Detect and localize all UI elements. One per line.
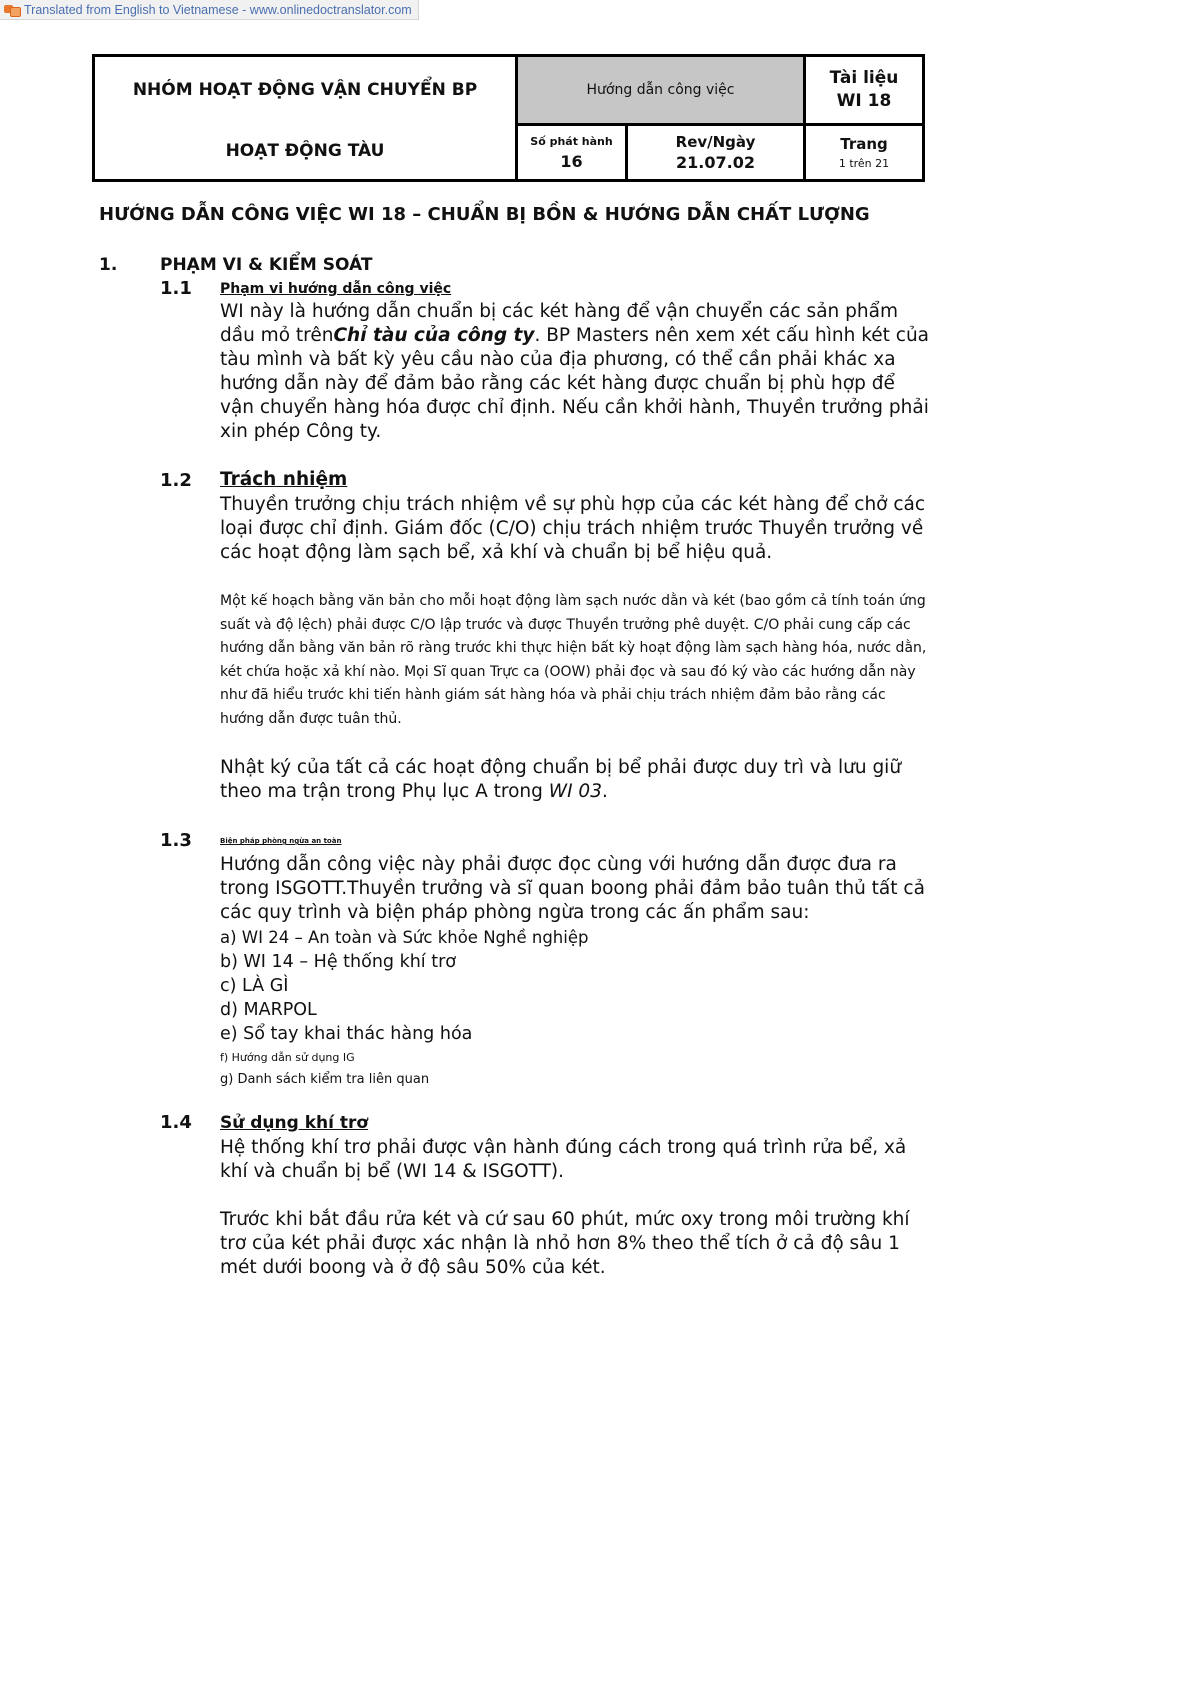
inert-gas-paragraph-1: Hệ thống khí trơ phải được vận hành đúng cách trong quá trình rửa bể, xả khí và chuẩn bị bể (WI 14 & ISGOTT).: [220, 1137, 907, 1182]
list-item: a) WI 24 – An toàn và Sức khỏe Nghề nghiệp: [220, 928, 589, 947]
issue-value: 16: [560, 151, 583, 171]
rev-label: Rev/Ngày: [675, 133, 756, 151]
wi03-reference: WI 03: [548, 781, 602, 802]
subsection-1-2-title: Trách nhiệm: [220, 469, 348, 490]
issue-label: Số phát hành: [530, 134, 613, 148]
responsibility-paragraph-3: Nhật ký của tất cả các hoạt động chuẩn bị bể phải được duy trì và lưu giữ theo ma trận trong Phụ lục A trong WI 03.: [220, 757, 902, 802]
scope-paragraph: WI này là hướng dẫn chuẩn bị các két hàng để vận chuyển các sản phẩm dầu mỏ trênChỉ tàu của công ty. BP Masters nên xem xét cấu hình két của tàu mình và bất kỳ yêu cầu nào của địa phương, có thể cần phải khác xa hướng dẫn này để đảm bảo rằng các két hàng được chuẩn bị phù hợp để vận chuyển hàng hóa được chỉ định. Nếu cần khởi hành, Thuyền trưởng phải xin phép Công ty.: [220, 301, 930, 442]
section-1-number: 1.: [99, 255, 118, 275]
document-header-table: [92, 54, 925, 182]
header-group: NHÓM HOẠT ĐỘNG VẬN CHUYỂN BP: [132, 80, 478, 100]
list-item: b) WI 14 – Hệ thống khí trơ: [220, 952, 456, 972]
doc-label: Tài liệu: [829, 68, 899, 88]
rev-value: 21.07.02: [676, 153, 755, 172]
subsection-1-1-title: Phạm vi hướng dẫn công việc: [220, 281, 452, 297]
list-item: e) Sổ tay khai thác hàng hóa: [220, 1024, 473, 1044]
header-page: [806, 126, 922, 179]
safety-paragraph: Hướng dẫn công việc này phải được đọc cùng với hướng dẫn được đưa ra trong ISGOTT.Thuyền trưởng và sĩ quan boong phải đảm bảo tuân thủ tất cả các quy trình và biện pháp phòng ngừa trong các ấn phẩm sau:: [220, 854, 925, 923]
subsection-1-4-title: Sử dụng khí trơ: [220, 1113, 369, 1133]
subsection-1-2-number: 1.2: [160, 470, 192, 491]
banner-text[interactable]: Translated from English to Vietnamese - www.onlinedoctranslator.com: [24, 2, 412, 17]
list-item: d) MARPOL: [220, 1000, 317, 1020]
header-issue: [518, 126, 625, 179]
publications-list: [220, 926, 920, 1092]
subsection-1-1-number: 1.1: [160, 278, 192, 299]
list-item: c) LÀ GÌ: [220, 976, 289, 996]
header-doc-type: Hướng dẫn công việc: [518, 57, 803, 123]
subsection-1-3-number: 1.3: [160, 830, 192, 851]
page-label: Trang: [840, 135, 888, 153]
company-ships-emphasis: Chỉ tàu của công ty: [333, 325, 535, 346]
inert-gas-paragraph-2: Trước khi bắt đầu rửa két và cứ sau 60 phút, mức oxy trong môi trường khí trơ của két phải được xác nhận là nhỏ hơn 8% theo thể tích ở cả độ sâu 1 mét dưới boong và ở độ sâu 50% của két.: [220, 1209, 910, 1278]
header-operation: HOẠT ĐỘNG TÀU: [225, 141, 385, 161]
page-value: 1 trên 21: [838, 157, 890, 170]
header-doc-id: [806, 57, 922, 123]
section-1-title: PHẠM VI & KIỂM SOÁT: [160, 255, 373, 275]
header-revision: [628, 126, 803, 179]
responsibility-paragraph-1: Thuyền trưởng chịu trách nhiệm về sự phù hợp của các két hàng để chở các loại được chỉ định. Giám đốc (C/O) chịu trách nhiệm trước Thuyền trưởng về các hoạt động làm sạch bể, xả khí và chuẩn bị bể hiệu quả.: [220, 494, 926, 563]
responsibility-paragraph-2: Một kế hoạch bằng văn bản cho mỗi hoạt động làm sạch nước dằn và két (bao gồm cả tính toán ứng suất và độ lệch) phải được C/O lập trước và được Thuyền trưởng phê duyệt. C/O phải cung cấp các hướng dẫn bằng văn bản rõ ràng trước khi thực hiện bất kỳ hoạt động làm sạch hàng hóa, nước dằn, két chứa hoặc xả khí nào. Mọi Sĩ quan Trực ca (OOW) phải đọc và sau đó ký vào các hướng dẫn này như đã hiểu trước khi tiến hành giám sát hàng hóa và phải chịu trách nhiệm đảm bảo rằng các hướng dẫn được tuân thủ.: [220, 593, 927, 727]
translate-icon: [4, 4, 20, 16]
document-title: HƯỚNG DẪN CÔNG VIỆC WI 18 – CHUẨN BỊ BỒN & HƯỚNG DẪN CHẤT LƯỢNG: [99, 204, 870, 225]
subsection-1-4-number: 1.4: [160, 1112, 192, 1133]
subsection-1-3-title: Biện pháp phòng ngừa an toàn: [220, 837, 342, 845]
doc-id: WI 18: [836, 91, 892, 111]
list-item: f) Hướng dẫn sử dụng IG: [220, 1051, 355, 1064]
list-item: g) Danh sách kiểm tra liên quan: [220, 1072, 430, 1087]
translator-banner[interactable]: [0, 0, 419, 20]
